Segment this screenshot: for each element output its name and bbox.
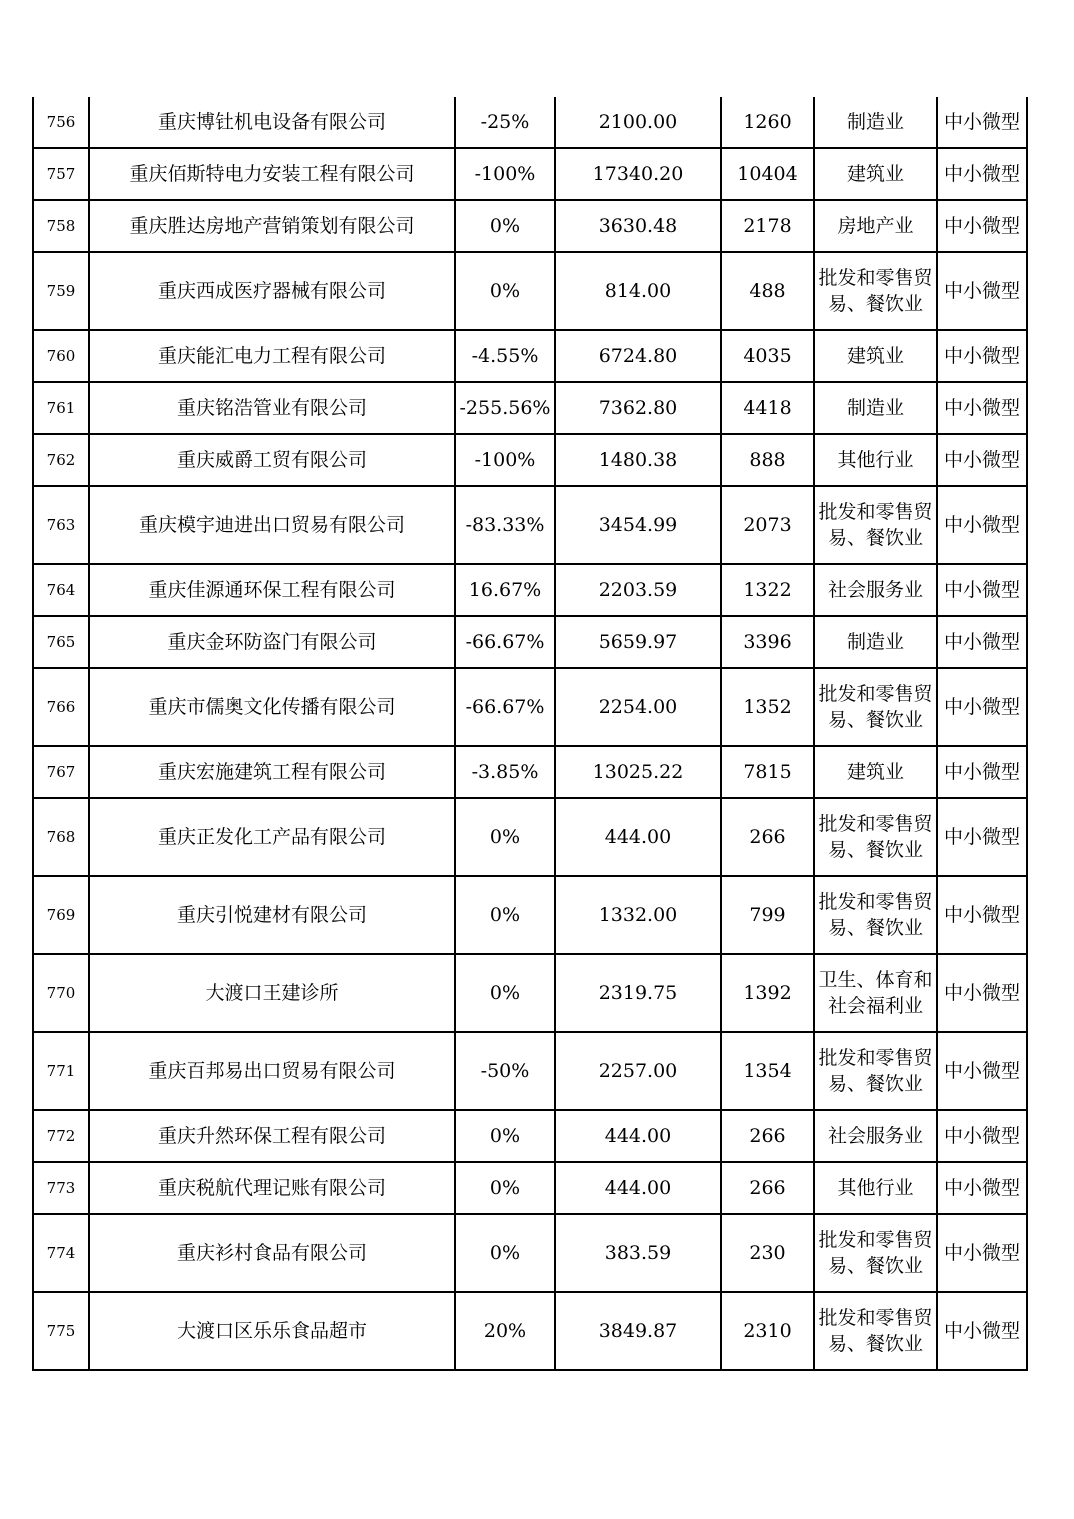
count-value: 266 bbox=[721, 1162, 814, 1214]
change-rate: -50% bbox=[455, 1032, 555, 1110]
count-value: 4035 bbox=[721, 330, 814, 382]
change-rate: 20% bbox=[455, 1292, 555, 1370]
change-rate: -66.67% bbox=[455, 668, 555, 746]
row-number: 775 bbox=[33, 1292, 89, 1370]
change-rate: 0% bbox=[455, 798, 555, 876]
count-value: 888 bbox=[721, 434, 814, 486]
amount-value: 2254.00 bbox=[555, 668, 721, 746]
table-row bbox=[33, 200, 1027, 252]
count-value: 230 bbox=[721, 1214, 814, 1292]
change-rate: -83.33% bbox=[455, 486, 555, 564]
change-rate: -25% bbox=[455, 97, 555, 148]
count-value: 2310 bbox=[721, 1292, 814, 1370]
row-number: 756 bbox=[33, 97, 89, 148]
row-number: 768 bbox=[33, 798, 89, 876]
change-rate: 0% bbox=[455, 1214, 555, 1292]
count-value: 1354 bbox=[721, 1032, 814, 1110]
count-value: 1392 bbox=[721, 954, 814, 1032]
company-name: 重庆佰斯特电力安装工程有限公司 bbox=[89, 148, 455, 200]
company-name: 大渡口区乐乐食品超市 bbox=[89, 1292, 455, 1370]
company-name: 重庆西成医疗器械有限公司 bbox=[89, 252, 455, 330]
company-table bbox=[32, 97, 1028, 1371]
table-row bbox=[33, 382, 1027, 434]
table-row bbox=[33, 746, 1027, 798]
company-name: 重庆正发化工产品有限公司 bbox=[89, 798, 455, 876]
table-row bbox=[33, 1110, 1027, 1162]
change-rate: 0% bbox=[455, 200, 555, 252]
table-row bbox=[33, 616, 1027, 668]
table-row bbox=[33, 876, 1027, 954]
amount-value: 6724.80 bbox=[555, 330, 721, 382]
enterprise-type: 中小微型 bbox=[937, 564, 1027, 616]
company-name: 重庆博钍机电设备有限公司 bbox=[89, 97, 455, 148]
company-name: 重庆佳源通环保工程有限公司 bbox=[89, 564, 455, 616]
company-name: 重庆税航代理记账有限公司 bbox=[89, 1162, 455, 1214]
row-number: 762 bbox=[33, 434, 89, 486]
table-row bbox=[33, 486, 1027, 564]
industry-label: 制造业 bbox=[814, 97, 937, 148]
company-name: 重庆引悦建材有限公司 bbox=[89, 876, 455, 954]
row-number: 760 bbox=[33, 330, 89, 382]
amount-value: 2319.75 bbox=[555, 954, 721, 1032]
industry-label: 建筑业 bbox=[814, 746, 937, 798]
change-rate: -66.67% bbox=[455, 616, 555, 668]
industry-label: 其他行业 bbox=[814, 434, 937, 486]
row-number: 759 bbox=[33, 252, 89, 330]
amount-value: 1480.38 bbox=[555, 434, 721, 486]
amount-value: 13025.22 bbox=[555, 746, 721, 798]
change-rate: 0% bbox=[455, 1162, 555, 1214]
change-rate: 0% bbox=[455, 954, 555, 1032]
industry-label: 社会服务业 bbox=[814, 1110, 937, 1162]
enterprise-type: 中小微型 bbox=[937, 330, 1027, 382]
enterprise-type: 中小微型 bbox=[937, 1292, 1027, 1370]
table-row bbox=[33, 1162, 1027, 1214]
company-name: 重庆胜达房地产营销策划有限公司 bbox=[89, 200, 455, 252]
enterprise-type: 中小微型 bbox=[937, 1162, 1027, 1214]
company-name: 重庆能汇电力工程有限公司 bbox=[89, 330, 455, 382]
table-row bbox=[33, 434, 1027, 486]
row-number: 772 bbox=[33, 1110, 89, 1162]
row-number: 763 bbox=[33, 486, 89, 564]
company-name: 重庆金环防盗门有限公司 bbox=[89, 616, 455, 668]
count-value: 266 bbox=[721, 1110, 814, 1162]
table-row bbox=[33, 1032, 1027, 1110]
amount-value: 814.00 bbox=[555, 252, 721, 330]
row-number: 774 bbox=[33, 1214, 89, 1292]
change-rate: 0% bbox=[455, 252, 555, 330]
table-row bbox=[33, 252, 1027, 330]
table-row bbox=[33, 954, 1027, 1032]
industry-label: 建筑业 bbox=[814, 148, 937, 200]
amount-value: 2257.00 bbox=[555, 1032, 721, 1110]
table-row bbox=[33, 97, 1027, 148]
industry-label: 批发和零售贸易、餐饮业 bbox=[814, 486, 937, 564]
amount-value: 5659.97 bbox=[555, 616, 721, 668]
industry-label: 批发和零售贸易、餐饮业 bbox=[814, 798, 937, 876]
row-number: 770 bbox=[33, 954, 89, 1032]
enterprise-type: 中小微型 bbox=[937, 148, 1027, 200]
table-row bbox=[33, 1214, 1027, 1292]
change-rate: -4.55% bbox=[455, 330, 555, 382]
change-rate: -3.85% bbox=[455, 746, 555, 798]
industry-label: 卫生、体育和社会福利业 bbox=[814, 954, 937, 1032]
table-row bbox=[33, 668, 1027, 746]
row-number: 761 bbox=[33, 382, 89, 434]
change-rate: -100% bbox=[455, 148, 555, 200]
count-value: 2073 bbox=[721, 486, 814, 564]
amount-value: 1332.00 bbox=[555, 876, 721, 954]
change-rate: 16.67% bbox=[455, 564, 555, 616]
industry-label: 其他行业 bbox=[814, 1162, 937, 1214]
table-row bbox=[33, 1292, 1027, 1370]
company-name: 重庆市儒奥文化传播有限公司 bbox=[89, 668, 455, 746]
row-number: 771 bbox=[33, 1032, 89, 1110]
enterprise-type: 中小微型 bbox=[937, 382, 1027, 434]
table-row bbox=[33, 564, 1027, 616]
industry-label: 制造业 bbox=[814, 616, 937, 668]
amount-value: 383.59 bbox=[555, 1214, 721, 1292]
row-number: 766 bbox=[33, 668, 89, 746]
count-value: 1352 bbox=[721, 668, 814, 746]
amount-value: 7362.80 bbox=[555, 382, 721, 434]
row-number: 764 bbox=[33, 564, 89, 616]
industry-label: 批发和零售贸易、餐饮业 bbox=[814, 668, 937, 746]
count-value: 2178 bbox=[721, 200, 814, 252]
change-rate: 0% bbox=[455, 1110, 555, 1162]
count-value: 3396 bbox=[721, 616, 814, 668]
change-rate: -100% bbox=[455, 434, 555, 486]
amount-value: 3454.99 bbox=[555, 486, 721, 564]
industry-label: 批发和零售贸易、餐饮业 bbox=[814, 876, 937, 954]
company-name: 大渡口王建诊所 bbox=[89, 954, 455, 1032]
industry-label: 批发和零售贸易、餐饮业 bbox=[814, 1032, 937, 1110]
enterprise-type: 中小微型 bbox=[937, 434, 1027, 486]
enterprise-type: 中小微型 bbox=[937, 798, 1027, 876]
row-number: 769 bbox=[33, 876, 89, 954]
table-row bbox=[33, 798, 1027, 876]
row-number: 773 bbox=[33, 1162, 89, 1214]
company-name: 重庆铭浩管业有限公司 bbox=[89, 382, 455, 434]
enterprise-type: 中小微型 bbox=[937, 616, 1027, 668]
enterprise-type: 中小微型 bbox=[937, 1214, 1027, 1292]
amount-value: 2100.00 bbox=[555, 97, 721, 148]
count-value: 1260 bbox=[721, 97, 814, 148]
enterprise-type: 中小微型 bbox=[937, 200, 1027, 252]
industry-label: 建筑业 bbox=[814, 330, 937, 382]
company-name: 重庆宏施建筑工程有限公司 bbox=[89, 746, 455, 798]
table-row bbox=[33, 330, 1027, 382]
enterprise-type: 中小微型 bbox=[937, 668, 1027, 746]
change-rate: -255.56% bbox=[455, 382, 555, 434]
count-value: 488 bbox=[721, 252, 814, 330]
amount-value: 444.00 bbox=[555, 1110, 721, 1162]
count-value: 266 bbox=[721, 798, 814, 876]
enterprise-type: 中小微型 bbox=[937, 486, 1027, 564]
company-name: 重庆升然环保工程有限公司 bbox=[89, 1110, 455, 1162]
amount-value: 3630.48 bbox=[555, 200, 721, 252]
company-name: 重庆百邦易出口贸易有限公司 bbox=[89, 1032, 455, 1110]
count-value: 1322 bbox=[721, 564, 814, 616]
enterprise-type: 中小微型 bbox=[937, 1110, 1027, 1162]
amount-value: 2203.59 bbox=[555, 564, 721, 616]
count-value: 7815 bbox=[721, 746, 814, 798]
industry-label: 房地产业 bbox=[814, 200, 937, 252]
count-value: 4418 bbox=[721, 382, 814, 434]
count-value: 799 bbox=[721, 876, 814, 954]
amount-value: 17340.20 bbox=[555, 148, 721, 200]
industry-label: 批发和零售贸易、餐饮业 bbox=[814, 1292, 937, 1370]
enterprise-type: 中小微型 bbox=[937, 252, 1027, 330]
enterprise-type: 中小微型 bbox=[937, 954, 1027, 1032]
count-value: 10404 bbox=[721, 148, 814, 200]
enterprise-type: 中小微型 bbox=[937, 876, 1027, 954]
amount-value: 444.00 bbox=[555, 798, 721, 876]
company-name: 重庆衫村食品有限公司 bbox=[89, 1214, 455, 1292]
amount-value: 3849.87 bbox=[555, 1292, 721, 1370]
row-number: 757 bbox=[33, 148, 89, 200]
enterprise-type: 中小微型 bbox=[937, 746, 1027, 798]
table-row bbox=[33, 148, 1027, 200]
company-name: 重庆威爵工贸有限公司 bbox=[89, 434, 455, 486]
industry-label: 批发和零售贸易、餐饮业 bbox=[814, 252, 937, 330]
amount-value: 444.00 bbox=[555, 1162, 721, 1214]
enterprise-type: 中小微型 bbox=[937, 97, 1027, 148]
industry-label: 社会服务业 bbox=[814, 564, 937, 616]
change-rate: 0% bbox=[455, 876, 555, 954]
industry-label: 制造业 bbox=[814, 382, 937, 434]
industry-label: 批发和零售贸易、餐饮业 bbox=[814, 1214, 937, 1292]
row-number: 767 bbox=[33, 746, 89, 798]
row-number: 765 bbox=[33, 616, 89, 668]
row-number: 758 bbox=[33, 200, 89, 252]
enterprise-type: 中小微型 bbox=[937, 1032, 1027, 1110]
company-name: 重庆模宇迪进出口贸易有限公司 bbox=[89, 486, 455, 564]
